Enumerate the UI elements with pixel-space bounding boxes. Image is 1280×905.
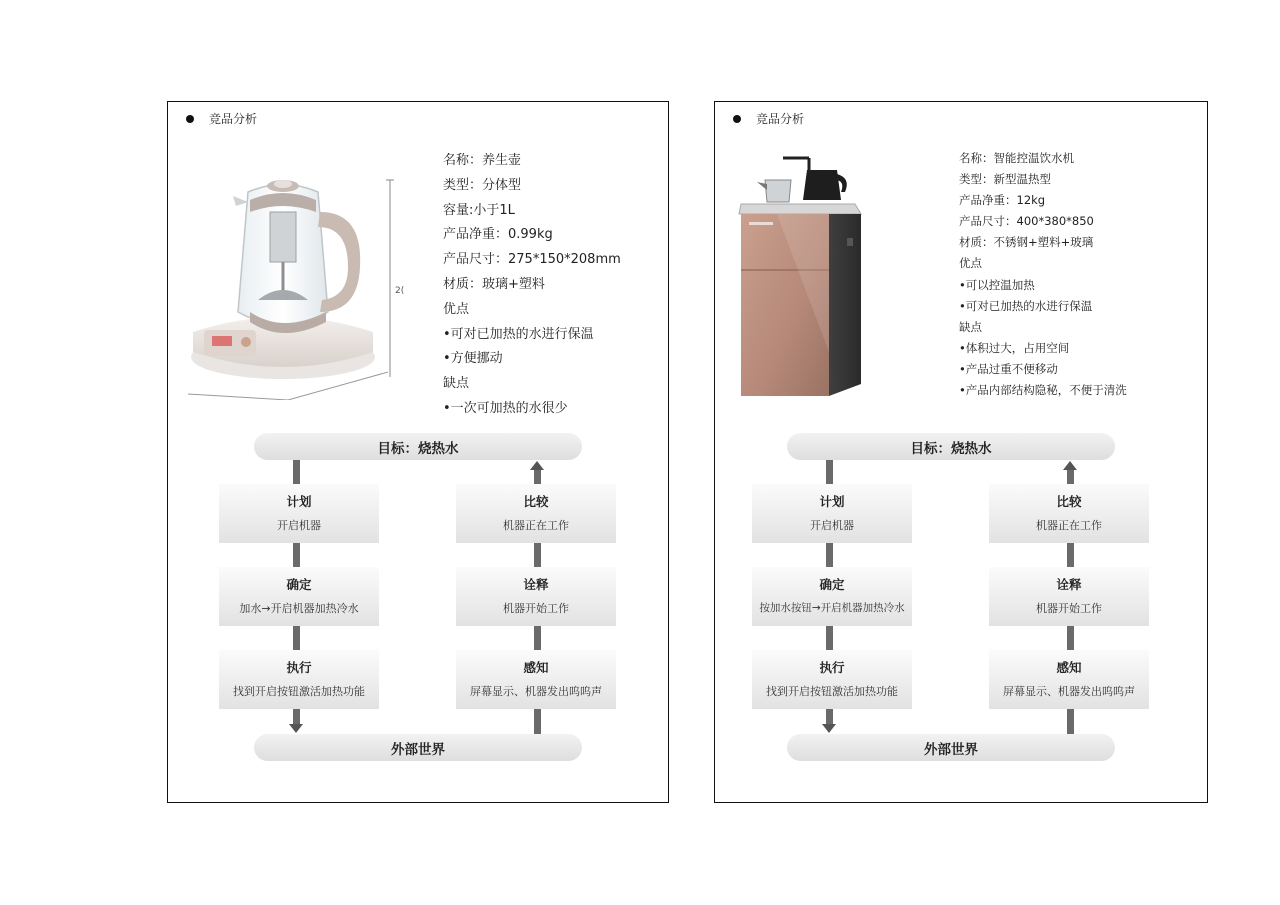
spec-material: 材质：玻璃+塑料 — [443, 276, 545, 292]
compare-title: 比较 — [1056, 494, 1082, 509]
pros-item: •方便挪动 — [443, 351, 503, 367]
plan-title: 计划 — [819, 494, 845, 509]
perceive-desc: 屏幕显示、机器发出呜呜声 — [470, 685, 602, 698]
spec-size: 产品尺寸：400*380*850 — [959, 214, 1094, 229]
card-title: 竞品分析 — [209, 112, 258, 126]
plan-box — [752, 484, 912, 543]
card-header — [733, 110, 804, 127]
connector-bar — [293, 460, 300, 484]
spec-capacity: 容量:小于1L — [443, 202, 515, 218]
interpret-desc: 机器开始工作 — [1036, 602, 1102, 615]
connector-bar — [1067, 470, 1074, 484]
water-dispenser-image — [737, 152, 867, 397]
pros-item: •可对已加热的水进行保温 — [443, 326, 594, 342]
cons-heading: 缺点 — [443, 376, 470, 392]
cons-item: •一次可加热的水很少 — [443, 400, 568, 416]
cons-item: •产品内部结构隐秘，不便于清洗 — [959, 383, 1127, 398]
perceive-box — [456, 650, 616, 709]
card-title: 竞品分析 — [756, 112, 805, 126]
arrow-up-icon — [1063, 461, 1077, 470]
spec-type: 类型：分体型 — [443, 177, 522, 193]
connector-bar — [826, 460, 833, 484]
perceive-title: 感知 — [523, 660, 549, 675]
compare-desc: 机器正在工作 — [1036, 519, 1102, 532]
pros-item: •可以控温加热 — [959, 277, 1035, 292]
execute-desc: 找到开启按钮激活加热功能 — [233, 685, 365, 698]
connector-bar — [1067, 709, 1074, 735]
confirm-desc: 加水→开启机器加热冷水 — [239, 602, 359, 615]
cons-item: •产品过重不便移动 — [959, 361, 1058, 376]
arrow-down-icon — [289, 724, 303, 733]
interpret-box — [456, 567, 616, 626]
connector-bar — [293, 543, 300, 567]
world-pill: 外部世界 — [787, 734, 1115, 761]
goal-pill: 目标：烧热水 — [254, 433, 582, 460]
perceive-desc: 屏幕显示、机器发出呜呜声 — [1003, 685, 1135, 698]
execute-box — [752, 650, 912, 709]
spec-weight: 产品净重：12kg — [959, 193, 1046, 208]
confirm-box — [219, 567, 379, 626]
plan-desc: 开启机器 — [277, 519, 321, 532]
connector-bar — [534, 709, 541, 735]
spec-type: 类型：新型温热型 — [959, 172, 1051, 187]
spec-weight: 产品净重：0.99kg — [443, 227, 553, 243]
connector-bar — [1067, 626, 1074, 650]
interpret-title: 诠释 — [523, 577, 549, 592]
confirm-desc: 按加水按钮→开启机器加热冷水 — [759, 602, 905, 614]
spec-size: 产品尺寸：275*150*208mm — [443, 252, 621, 268]
plan-box — [219, 484, 379, 543]
perceive-box — [989, 650, 1149, 709]
compare-desc: 机器正在工作 — [503, 519, 569, 532]
perceive-title: 感知 — [1056, 660, 1082, 675]
spec-name: 名称：养生壶 — [443, 153, 522, 168]
cons-item: •体积过大，占用空间 — [959, 340, 1070, 355]
connector-bar — [293, 709, 300, 724]
confirm-title: 确定 — [286, 577, 312, 592]
spec-material: 材质：不锈钢+塑料+玻璃 — [959, 235, 1094, 250]
action-cycle-diagram — [168, 432, 668, 764]
execute-title: 执行 — [286, 660, 312, 675]
competitor-card-water-dispenser — [714, 101, 1208, 803]
arrow-up-icon — [530, 461, 544, 470]
connector-bar — [293, 626, 300, 650]
connector-bar — [1067, 543, 1074, 567]
spec-name: 名称：智能控温饮水机 — [959, 151, 1074, 165]
execute-desc: 找到开启按钮激活加热功能 — [766, 685, 898, 698]
plan-desc: 开启机器 — [810, 519, 854, 532]
interpret-desc: 机器开始工作 — [503, 602, 569, 615]
card-header — [186, 110, 257, 127]
compare-box — [989, 484, 1149, 543]
pros-item: •可对已加热的水进行保温 — [959, 298, 1093, 313]
health-kettle-image — [188, 172, 413, 400]
connector-bar — [534, 470, 541, 484]
connector-bar — [534, 543, 541, 567]
bullet-icon — [186, 115, 194, 123]
connector-bar — [534, 626, 541, 650]
compare-title: 比较 — [523, 494, 549, 509]
dimension-label: 2( — [395, 286, 405, 296]
action-cycle-diagram — [715, 432, 1207, 764]
arrow-down-icon — [822, 724, 836, 733]
confirm-title: 确定 — [819, 577, 845, 592]
confirm-box — [752, 567, 912, 626]
execute-box — [219, 650, 379, 709]
bullet-icon — [733, 115, 741, 123]
connector-bar — [826, 543, 833, 567]
goal-pill: 目标：烧热水 — [787, 433, 1115, 460]
connector-bar — [826, 709, 833, 724]
compare-box — [456, 484, 616, 543]
connector-bar — [826, 626, 833, 650]
pros-heading: 优点 — [959, 256, 982, 271]
competitor-card-kettle — [167, 101, 669, 803]
execute-title: 执行 — [819, 660, 845, 675]
interpret-title: 诠释 — [1056, 577, 1082, 592]
plan-title: 计划 — [286, 494, 312, 509]
pros-heading: 优点 — [443, 301, 470, 317]
kettle-specs — [443, 149, 621, 422]
world-pill: 外部世界 — [254, 734, 582, 761]
cons-heading: 缺点 — [959, 319, 982, 334]
dispenser-specs — [959, 148, 1127, 401]
interpret-box — [989, 567, 1149, 626]
